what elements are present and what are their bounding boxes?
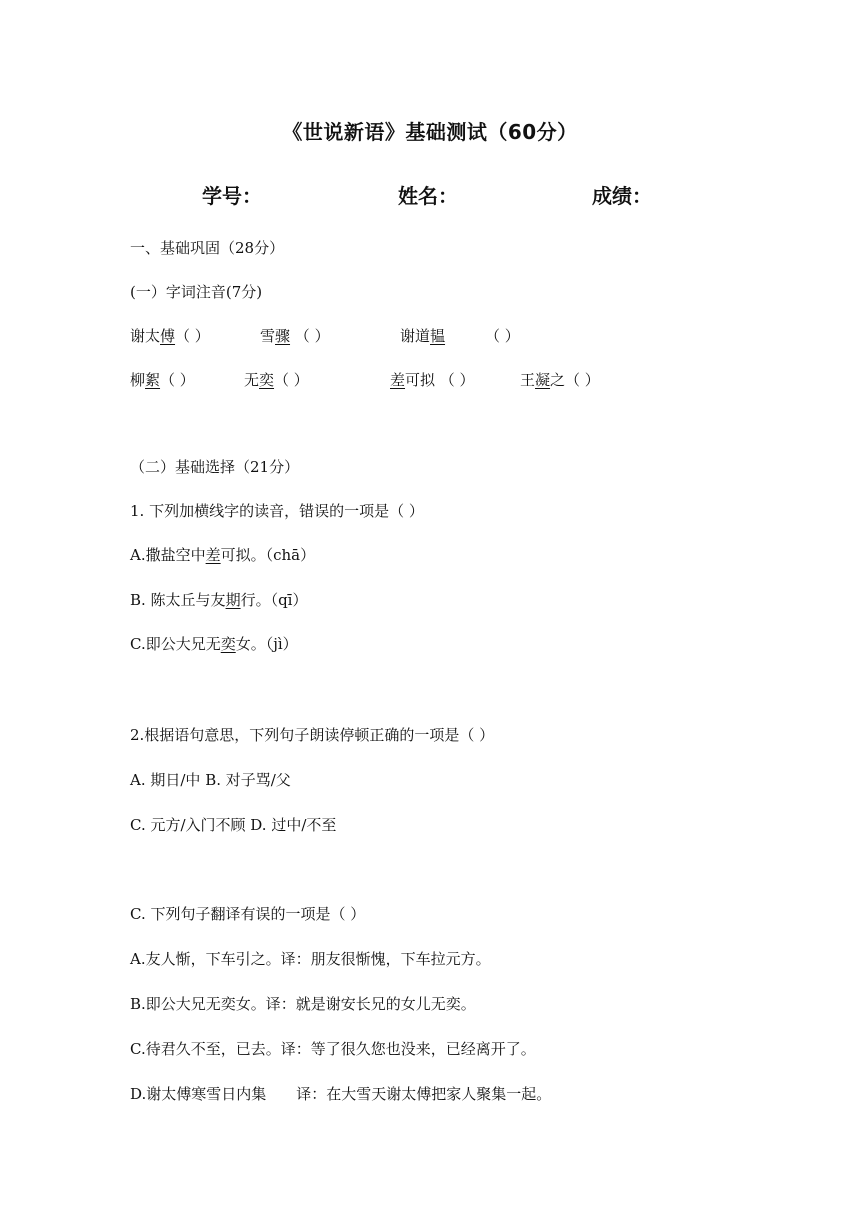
pinyin-row-1 [130,326,690,346]
option-text: 可拟。（chā） [220,546,316,564]
pinyin-item [260,326,330,346]
item-prefix: 王 [520,371,536,389]
item-prefix: 谢太 [130,327,161,345]
option-text: C.即公大兄无 [130,635,221,653]
question-2-stem: 2.根据语句意思，下列句子朗读停顿正确的一项是（ ） [130,726,495,744]
question-2-options-cd: C. 元方/入门不顾 D. 过中/不至 [130,816,337,834]
item-prefix: 柳 [130,371,146,389]
answer-blank: （ ） [175,327,210,345]
underlined-char: 差 [390,371,406,389]
pinyin-item [244,370,309,390]
underlined-char: 凝 [535,371,551,389]
answer-blank: （ ） [274,371,309,389]
option-text: A.撒盐空中 [130,546,206,564]
answer-blank: 可拟 （ ） [405,371,475,389]
item-prefix: 谢道 [400,327,431,345]
question-1-option-c [130,634,298,654]
underlined-char: 期 [225,591,241,609]
underlined-char: 傅 [160,327,176,345]
question-3-option-c: C.待君久不至，已去。译：等了很久您也没来，已经离开了。 [130,1040,536,1058]
page-title: 《世说新语》基础测试（60分） [282,120,578,144]
option-text: B. 陈太丘与友 [130,591,226,609]
underlined-char: 韫 [430,327,446,345]
question-3-option-a: A.友人惭，下车引之。译：朋友很惭愧，下车拉元方。 [130,950,491,968]
underlined-char: 差 [205,546,221,564]
underlined-char: 絮 [145,371,161,389]
question-1-option-b [130,590,307,610]
pinyin-item [130,326,210,346]
item-prefix: 雪 [260,327,276,345]
option-text: D.谢太傅寒雪日内集 [130,1085,267,1103]
answer-blank: （ ） [160,371,195,389]
part2-heading: （二）基础选择（21分） [130,458,300,476]
option-text: 女。（jì） [235,635,298,653]
option-text: 行。（qī） [240,591,308,609]
question-2-options-ab: A. 期日/中 B. 对子骂/父 [130,771,291,789]
student-id-label: 学号： [202,184,262,208]
answer-blank: 之（ ） [550,371,600,389]
part1-heading: (一）字词注音(7分) [130,283,263,301]
answer-blank: （ ） [485,327,520,345]
question-1-option-a [130,545,315,565]
underlined-char: 奕 [220,635,236,653]
section1-heading: 一、基础巩固（28分） [130,239,285,257]
item-prefix: 无 [244,371,260,389]
pinyin-item [130,370,195,390]
pinyin-item [400,326,520,346]
question-3-option-d [130,1084,551,1104]
question-1-stem: 1. 下列加横线字的读音，错误的一项是（ ） [130,502,424,520]
pinyin-row-2 [130,370,690,390]
name-label: 姓名： [398,184,458,208]
underlined-char: 奕 [259,371,275,389]
pinyin-item [390,370,475,390]
question-3-option-b: B.即公大兄无奕女。译：就是谢安长兄的女儿无奕。 [130,995,476,1013]
underlined-char: 骤 [275,327,291,345]
answer-blank: （ ） [290,327,330,345]
score-label: 成绩： [592,184,652,208]
option-translation: 译：在大雪天谢太傅把家人聚集一起。 [296,1085,552,1103]
question-3-stem: C. 下列句子翻译有误的一项是（ ） [130,905,366,923]
pinyin-item [520,370,600,390]
